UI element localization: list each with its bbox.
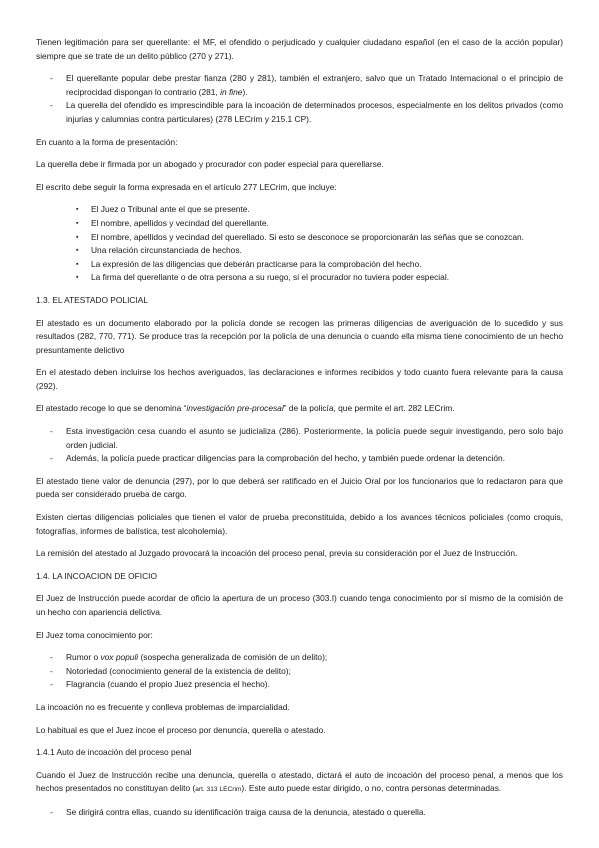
- paragraph-legitimacion: Tienen legitimación para ser querellante: el MF, el ofendido o perjudicado y cualquier ciudadano español (en el caso de la acción popular) siempre que se trate de un delito público (270 y 271).: [36, 37, 563, 61]
- paragraph-escrito: El escrito debe seguir la forma expresada en el artículo 277 LECrim, que incluye:: [36, 181, 337, 192]
- paragraph-forma: En cuanto a la forma de presentación:: [36, 136, 178, 147]
- paragraph-remision: La remisión del atestado al Juzgado provocará la incoación del proceso penal, previa su consideración por el Juez de Instrucción.: [36, 548, 518, 559]
- paragraph-incoacion-oficio: El Juez de Instrucción puede acordar de oficio la apertura de un proceso (303.I) cuando tenga conocimiento por sí mismo de la comisión de un hecho con apariencia delictiva.: [36, 593, 563, 617]
- paragraph-valor-denuncia: El atestado tiene valor de denuncia (297), por lo que deberá ser ratificado en el Juicio Oral por los funcionarios que lo redactaron para que pueda ser considerado prueba de cargo.: [36, 475, 563, 500]
- list-item: - El querellante popular debe prestar fianza (280 y 281), también el extranjero, salvo que un Tratado Internacional o el principio de reciprocidad dispongan lo contrario (281, in fine).: [36, 72, 563, 99]
- paragraph-auto-incoacion: Cuando el Juez de Instrucción recibe una denuncia, querella o atestado, dictará el auto de incoación del proceso penal, a menos que los hechos presentados no constituyan delito (art. 313 LECrim). Este auto puede estar dirigido, o no, contra personas determinadas.: [36, 769, 563, 794]
- list-item: - Se dirigirá contra ellas, cuando su identificación traiga causa de la denuncia, atestado o querella.: [36, 806, 563, 820]
- paragraph-atestado-def: El atestado es un documento elaborado por la policía donde se recogen las primeras diligencias de averiguación de lo sucedido y sus resultados (282, 770, 771). Se produce tras la recepción por la policía de una denuncia o cuando ella misma tiene conocimiento de un hecho presuntamente delictivo: [36, 317, 563, 355]
- list-item: - Notoriedad (conocimiento general de la existencia de delito);: [36, 665, 563, 679]
- paragraph-conocimiento: El Juez toma conocimiento por:: [36, 629, 153, 640]
- list-item: ▪ La expresión de las diligencias que deberán practicarse para la comprobación del hecho.: [36, 258, 563, 272]
- list-item: ▪ El nombre, apellidos y vecindad del querellante.: [36, 217, 563, 231]
- paragraph-prueba-preconstituida: Existen ciertas diligencias policiales que tienen el valor de prueba preconstituida, debido a los avances técnicos policiales (como croquis, fotografías, informes de balística, test alcoholemia).: [36, 512, 563, 536]
- list-item: - Además, la policía puede practicar diligencias para la comprobación del hecho, y también puede ordenar la detención.: [36, 452, 563, 466]
- list-item: - Flagrancia (cuando el propio Juez presencia el hecho).: [36, 678, 563, 692]
- list-item: - Rumor o vox populi (sospecha generalizada de comisión de un delito);: [36, 651, 563, 665]
- list-item: ▪ El nombre, apellidos y vecindad del querellado. Si esto se desconoce se proporcionarán las señas que se conozcan.: [36, 231, 563, 245]
- section-heading-incoacion: 1.4. LA INCOACION DE OFICIO: [36, 570, 157, 581]
- list-item: ▪ La firma del querellante o de otra persona a su ruego, si el procurador no tuviera poder especial.: [36, 271, 563, 285]
- paragraph-firma: La querella debe ir firmada por un abogado y procurador con poder especial para querellarse.: [36, 159, 384, 170]
- list-requisitos: [36, 203, 563, 285]
- section-heading-atestado: 1.3. EL ATESTADO POLICIAL: [36, 294, 149, 305]
- list-item: ▪ El Juez o Tribunal ante el que se presente.: [36, 203, 563, 217]
- list-investigacion: [36, 425, 563, 466]
- list-auto: [36, 806, 563, 820]
- subsection-heading-auto: 1.4.1 Auto de incoación del proceso penal: [36, 747, 192, 758]
- list-item: - Esta investigación cesa cuando el asunto se judicializa (286). Posteriormente, la policía puede seguir investigando, pero solo bajo orden judicial.: [36, 425, 563, 452]
- list-item: - La querella del ofendido es imprescindible para la incoación de determinados procesos, especialmente en los delitos privados (como injurias y calumnias contra particulares) (278 LECrim y 215.1 CP).: [36, 99, 563, 126]
- list-conocimiento: [36, 651, 563, 692]
- paragraph-investigacion: El atestado recoge lo que se denomina “investigación pre-procesal” de la policía, que permite el art. 282 LECrim.: [36, 403, 455, 414]
- paragraph-imparcialidad: La incoación no es frecuente y conlleva problemas de imparcialidad.: [36, 701, 290, 712]
- paragraph-habitual: Lo habitual es que el Juez incoe el proceso por denuncia, querella o atestado.: [36, 724, 326, 735]
- list-querellante: [36, 72, 563, 126]
- paragraph-atestado-contenido: En el atestado deben incluirse los hechos averiguados, las declaraciones e informes recibidos y todo cuanto fuera relevante para la causa (292).: [36, 367, 563, 391]
- list-item: ▪ Una relación circunstanciada de hechos.: [36, 244, 563, 258]
